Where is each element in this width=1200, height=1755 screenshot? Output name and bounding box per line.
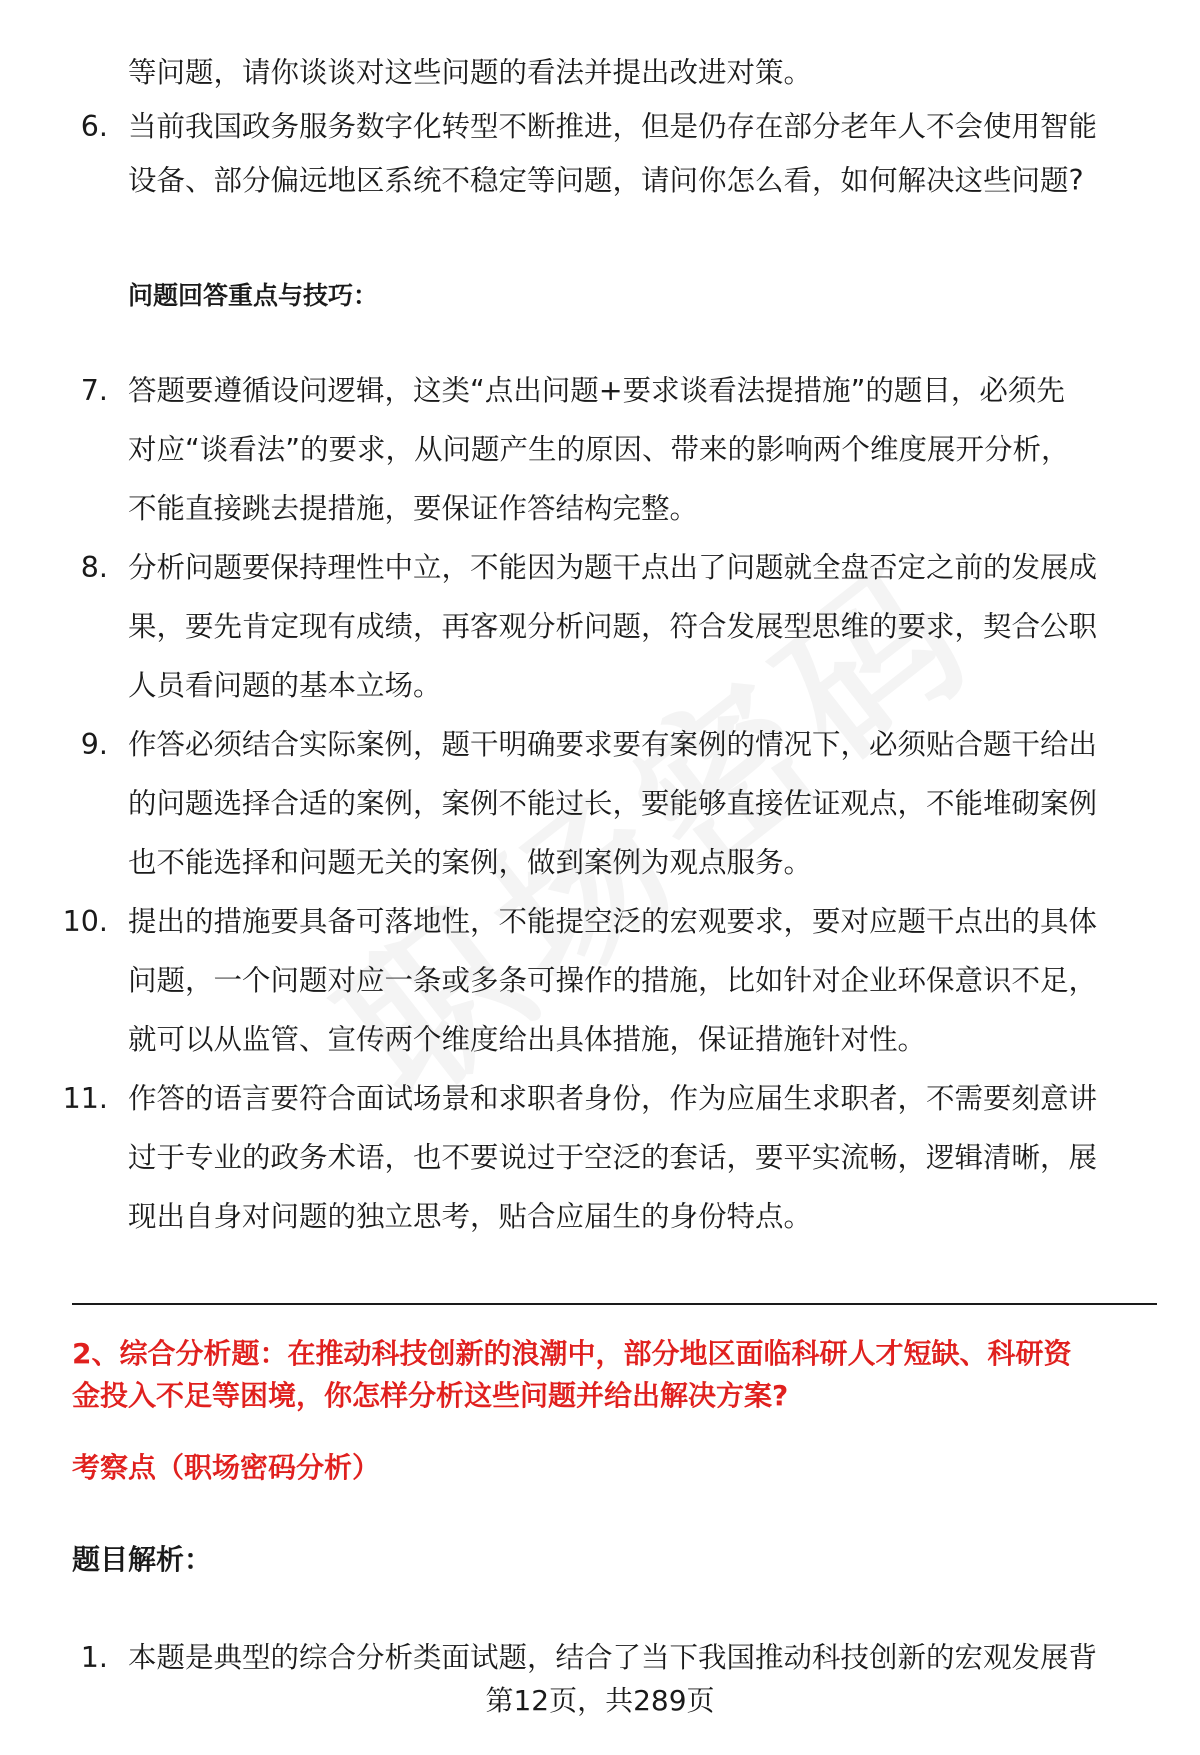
item-text-line: 过于专业的政务术语，也不要说过于空泛的套话，要平实流畅，逻辑清晰，展 (128, 1141, 1098, 1174)
analysis-heading: 题目解析： (72, 1543, 213, 1576)
exam-point-heading: 考察点（职场密码分析） (72, 1451, 381, 1484)
item-text-line: 人员看问题的基本立场。 (128, 669, 442, 702)
item-text-line: 作答必须结合实际案例，题干明确要求要有案例的情况下，必须贴合题干给出 (128, 728, 1098, 761)
item-text-line: 问题，一个问题对应一条或多条可操作的措施，比如针对企业环保意识不足， (128, 964, 1098, 997)
item-text-line: 对应“谈看法”的要求，从问题产生的原因、带来的影响两个维度展开分析， (128, 433, 1070, 466)
item-text-line: 现出自身对问题的独立思考，贴合应届生的身份特点。 (128, 1200, 813, 1233)
intro-line: 等问题，请你谈谈对这些问题的看法并提出改进对策。 (128, 56, 813, 89)
page-number-footer: 第12页，共289页 (485, 1684, 715, 1717)
item-number: 7. (80, 374, 108, 407)
item-number: 9. (80, 728, 108, 761)
item-text-line: 果，要先肯定现有成绩，再客观分析问题，符合发展型思维的要求，契合公职 (128, 610, 1098, 643)
item-number: 10. (62, 905, 108, 938)
item-text-line: 本题是典型的综合分析类面试题，结合了当下我国推动科技创新的宏观发展背 (128, 1641, 1098, 1674)
item-number: 8. (80, 551, 108, 584)
item-text-line: 提出的措施要具备可落地性，不能提空泛的宏观要求，要对应题干点出的具体 (128, 905, 1098, 938)
item-text-line: 就可以从监管、宣传两个维度给出具体措施，保证措施针对性。 (128, 1023, 927, 1056)
item-text-line: 也不能选择和问题无关的案例，做到案例为观点服务。 (128, 846, 813, 879)
item-number: 1. (80, 1641, 108, 1674)
item-text-line: 分析问题要保持理性中立，不能因为题干点出了问题就全盘否定之前的发展成 (128, 551, 1098, 584)
item-number: 6. (80, 110, 108, 143)
tips-heading: 问题回答重点与技巧： (128, 281, 379, 310)
item-text-line: 作答的语言要符合面试场景和求职者身份，作为应届生求职者，不需要刻意讲 (128, 1082, 1098, 1115)
item-text-line: 当前我国政务服务数字化转型不断推进，但是仍存在部分老年人不会使用智能 (128, 110, 1098, 143)
question-heading-line: 2、综合分析题：在推动科技创新的浪潮中，部分地区面临科研人才短缺、科研资 (72, 1337, 1072, 1370)
item-number: 11. (62, 1082, 108, 1115)
item-text-line: 设备、部分偏远地区系统不稳定等问题，请问你怎么看，如何解决这些问题? (128, 164, 1084, 197)
question-heading-line: 金投入不足等困境，你怎样分析这些问题并给出解决方案? (72, 1379, 789, 1412)
section-divider (72, 1303, 1157, 1305)
item-text-line: 答题要遵循设问逻辑，这类“点出问题+要求谈看法提措施”的题目，必须先 (128, 374, 1065, 407)
item-text-line: 的问题选择合适的案例，案例不能过长，要能够直接佐证观点，不能堆砌案例 (128, 787, 1098, 820)
item-text-line: 不能直接跳去提措施，要保证作答结构完整。 (128, 492, 699, 525)
